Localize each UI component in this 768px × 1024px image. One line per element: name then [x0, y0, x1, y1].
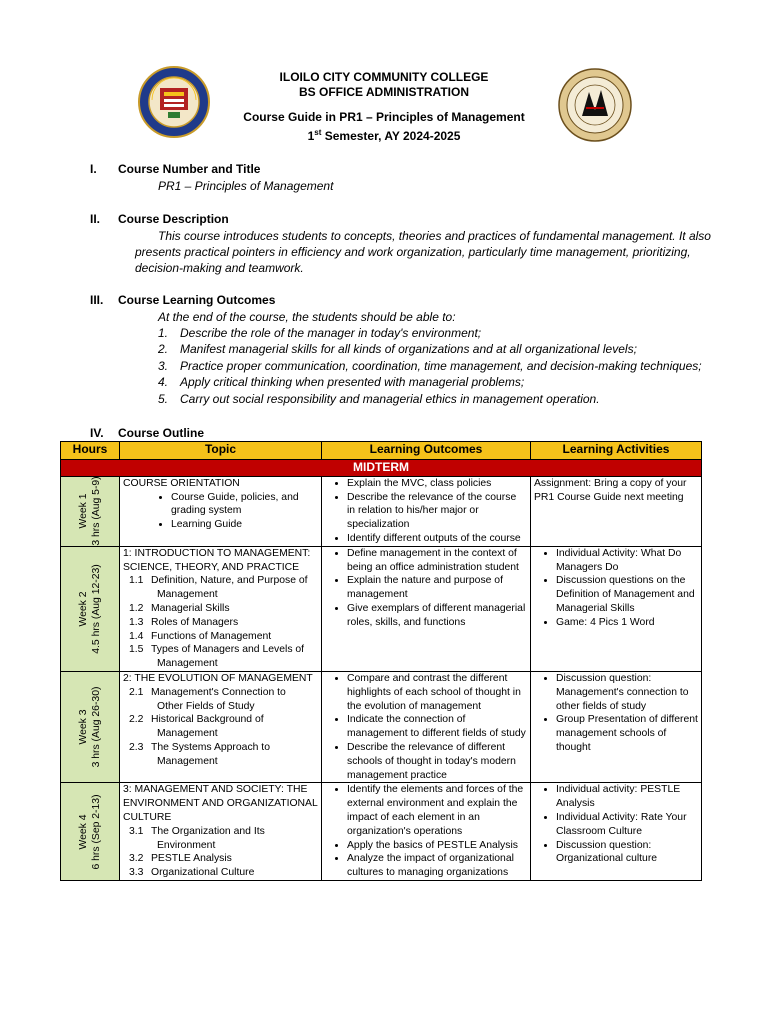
- outcomes-cell: [322, 671, 531, 782]
- list-item: 2.3 The Systems Approach to Management: [129, 741, 270, 767]
- list-item: 2.1 Management's Connection to Other Fields of Study: [129, 686, 286, 712]
- list-item: • Individual activity: PESTLE Analysis: [556, 783, 698, 811]
- outcomes-list: [158, 325, 702, 407]
- column-header-topic: Topic: [120, 442, 322, 460]
- list-item: 3. Practice proper communication, coordination, time management, and decision-making techniques;: [158, 358, 702, 373]
- outcomes-intro: At the end of the course, the students should be able to:: [158, 310, 456, 324]
- table-row: [61, 783, 702, 881]
- list-item: 3.3 Organizational Culture: [129, 867, 255, 879]
- list-item: 1. Describe the role of the manager in today's environment;: [158, 326, 482, 340]
- list-item: • Identify the elements and forces of the external environment and explain the impact of each element in an organization's operations: [347, 783, 527, 838]
- list-item: • Apply the basics of PESTLE Analysis: [347, 839, 527, 853]
- list-item: • Identify different outputs of the course: [347, 532, 527, 546]
- outcomes-cell: [322, 546, 531, 671]
- description-line-1: This course introduces students to concepts, theories and practices of fundamental management. It also: [158, 229, 711, 243]
- section-title: Course Description: [118, 212, 229, 226]
- outcomes-cell: [322, 783, 531, 881]
- list-item: 2. Manifest managerial skills for all kinds of organizations and at all organizational levels;: [158, 342, 637, 357]
- list-item: 1.1 Definition, Nature, and Purpose of Management: [129, 575, 308, 601]
- table-header-row: [61, 442, 702, 460]
- course-guide-title: Course Guide in PR1 – Principles of Management: [243, 110, 525, 124]
- semester-line: 1st Semester, AY 2024-2025: [307, 128, 461, 143]
- document-header: [200, 70, 568, 144]
- hours-cell: Week 2 4.5 hrs (Aug 12-23): [61, 546, 120, 671]
- column-header-hours: Hours: [61, 442, 120, 460]
- hours-cell: Week 3 3 hrs (Aug 26-30): [61, 671, 120, 782]
- list-item: 1.4 Functions of Management: [129, 630, 272, 642]
- activities-cell: [531, 671, 702, 782]
- list-item: • Describe the relevance of the course in relation to his/her major or specialization: [347, 491, 527, 532]
- list-item: • Learning Guide: [171, 518, 318, 532]
- list-item: • Describe the relevance of different schools of thought in today's modern management practice: [347, 741, 527, 782]
- topic-cell: COURSE ORIENTATION • Course Guide, policies, and grading system • Learning Guide: [120, 476, 322, 546]
- table-row: [61, 671, 702, 782]
- list-item: 5. Carry out social responsibility and managerial ethics in management operation.: [158, 391, 600, 406]
- list-item: • Analyze the impact of organizational cultures to managing organizations: [347, 852, 527, 880]
- course-outline-table: [60, 441, 702, 881]
- list-item: • Give exemplars of different managerial roles, skills, and functions: [347, 602, 527, 630]
- list-item: • Discussion questions on the Definition of Management and Managerial Skills: [556, 574, 698, 615]
- outcomes-cell: [322, 476, 531, 546]
- list-item: • Discussion question: Organizational culture: [556, 839, 698, 867]
- list-item: • Explain the nature and purpose of management: [347, 574, 527, 602]
- list-item: • Course Guide, policies, and grading system: [171, 491, 318, 519]
- column-header-outcomes: Learning Outcomes: [322, 442, 531, 460]
- list-item: 3.1 The Organization and Its Environment: [129, 825, 265, 851]
- list-item: • Compare and contrast the different highlights of each school of thought in the evolution of management: [347, 672, 527, 713]
- section-title: Course Number and Title: [118, 162, 261, 176]
- description-line-3: decision-making and teamwork.: [135, 261, 304, 275]
- topic-cell: 1: INTRODUCTION TO MANAGEMENT: SCIENCE, THEORY, AND PRACTICE 1.1 Definition, Nature, and Purpose of Management 1.2 Managerial Skills 1.3 Roles of Managers 1.4 Functions of Management 1.5 Types of Managers and Levels of Management: [120, 546, 322, 671]
- list-item: • Group Presentation of different management schools of thought: [556, 713, 698, 754]
- section-title: Course Learning Outcomes: [118, 293, 276, 307]
- activities-cell: [531, 546, 702, 671]
- department-seal-logo: [558, 68, 632, 142]
- topic-cell: 2: THE EVOLUTION OF MANAGEMENT 2.1 Management's Connection to Other Fields of Study 2.2 Historical Background of Management 2.3 The Systems Approach to Management: [120, 671, 322, 782]
- course-guide-page: ILOILO CITY COMMUNITY COLLEGE BS OFFICE ADMINISTRATION Course Guide in PR1 – Principles of Management 1st Semester, AY 2024-2025 I. Course Number and Title PR1 – Principles of Management II. Course Description This course introduces students to concepts, theories and practices of fundamental management. It also presents practical pointers in efficiency and work organization, particularly time management, prioritizing, decision-making and teamwork. III. Course Learning Outcomes At the end of the course, the students should be able to: 1. Describe the role of the manager in today's environment; 2. Manifest managerial skills for all kinds of organizations and at all organizational levels; 3. Practice proper communication, coordination, time management, and decision-making techniques; 4. Apply critical thinking when presented with managerial problems; 5. Carry out social responsibility and managerial ethics in management operation. IV. Course Outline Hours Topic Learning Outcomes Learning Activities MIDTERM Week 1 3 hrs (Aug 5-9) COURSE ORIENTATION • Course Guide, policies, and grading system • Learning Guide • Explain the MVC, class policies • Describe the relevance of the course in relation to his/her major or specialization • Identify different outputs of the course Assignment: Bring a copy of your PR1 Course Guide next meeting Week 2 4.5 hrs (Aug 12-23) 1: INTRODUCTION TO MANAGEMENT: SCIENCE, THEORY, AND PRACTICE 1.1 Definition, Nature, and Purpose of Management 1.2 Managerial Skills 1.3 Roles of Managers 1.4 Functions of Management 1.5 Types of Managers and Levels of Management • Define management in the context of being an office administration student • Explain the nature and purpose of management • Give exemplars of different managerial roles, skills, and functions • Individual Activity: What Do Managers Do • Discussion questions on the Definition of Management and Managerial Skills • Game: 4 Pics 1 Word Week 3 3 hrs (Aug 26-30) 2: THE EVOLUTION OF MANAGEMENT 2.1 Management's Connection to Other Fields of Study 2.2 Historical Background of Management 2.3 The Systems Approach to Management • Compare and contrast the different highlights of each school of thought in the evolution of management • Indicate the connection of management to different fields of study • Describe the relevance of different schools of thought in today's modern management practice • Discussion question: Management's connection to other fields of study • Group Presentation of different management schools of thought Week 4 6 hrs (Sep 2-13) 3: MANAGEMENT AND SOCIETY: THE ENVIRONMENT AND ORGANIZATIONAL CULTURE 3.1 The Organization and Its Environment 3.2 PESTLE Analysis 3.3 Organizational Culture • Identify the elements and forces of the external environment and explain the impact of each element in an organization's operations • Apply the basics of PESTLE Analysis • Analyze the impact of organizational cultures to managing organizations • Individual activity: PESTLE Analysis • Individual Activity: Rate Your Classroom Culture • Discussion question: Organizational culture: [0, 0, 768, 1024]
- midterm-banner: MIDTERM: [61, 460, 702, 477]
- list-item: 1.3 Roles of Managers: [129, 616, 239, 628]
- college-name: ILOILO CITY COMMUNITY COLLEGE: [279, 70, 489, 84]
- list-item: • Define management in the context of being an office administration student: [347, 547, 527, 575]
- list-item: • Individual Activity: Rate Your Classroom Culture: [556, 811, 698, 839]
- list-item: • Individual Activity: What Do Managers Do: [556, 547, 698, 575]
- list-item: 2.2 Historical Background of Management: [129, 714, 264, 740]
- column-header-activities: Learning Activities: [531, 442, 702, 460]
- program-name: BS OFFICE ADMINISTRATION: [299, 85, 469, 99]
- table-row: [61, 476, 702, 546]
- list-item: • Game: 4 Pics 1 Word: [556, 616, 698, 630]
- course-title-text: PR1 – Principles of Management: [158, 179, 334, 193]
- table-row: [61, 546, 702, 671]
- activities-cell: [531, 783, 702, 881]
- list-item: 1.5 Types of Managers and Levels of Management: [129, 644, 305, 670]
- topic-cell: 3: MANAGEMENT AND SOCIETY: THE ENVIRONMENT AND ORGANIZATIONAL CULTURE 3.1 The Organization and Its Environment 3.2 PESTLE Analysis 3.3 Organizational Culture: [120, 783, 322, 881]
- hours-cell: Week 1 3 hrs (Aug 5-9): [61, 476, 120, 546]
- list-item: 4. Apply critical thinking when presented with managerial problems;: [158, 375, 525, 390]
- section-title: Course Outline: [118, 426, 205, 440]
- list-item: • Discussion question: Management's connection to other fields of study: [556, 672, 698, 713]
- activities-cell: Assignment: Bring a copy of your PR1 Course Guide next meeting: [531, 476, 702, 546]
- list-item: • Indicate the connection of management to different fields of study: [347, 713, 527, 741]
- list-item: • Explain the MVC, class policies: [347, 477, 527, 491]
- list-item: 1.2 Managerial Skills: [129, 602, 230, 614]
- hours-cell: Week 4 6 hrs (Sep 2-13): [61, 783, 120, 881]
- description-line-2: presents practical pointers in efficiency and work organization, particularly time management, prioritizing,: [135, 245, 691, 259]
- list-item: 3.2 PESTLE Analysis: [129, 853, 232, 865]
